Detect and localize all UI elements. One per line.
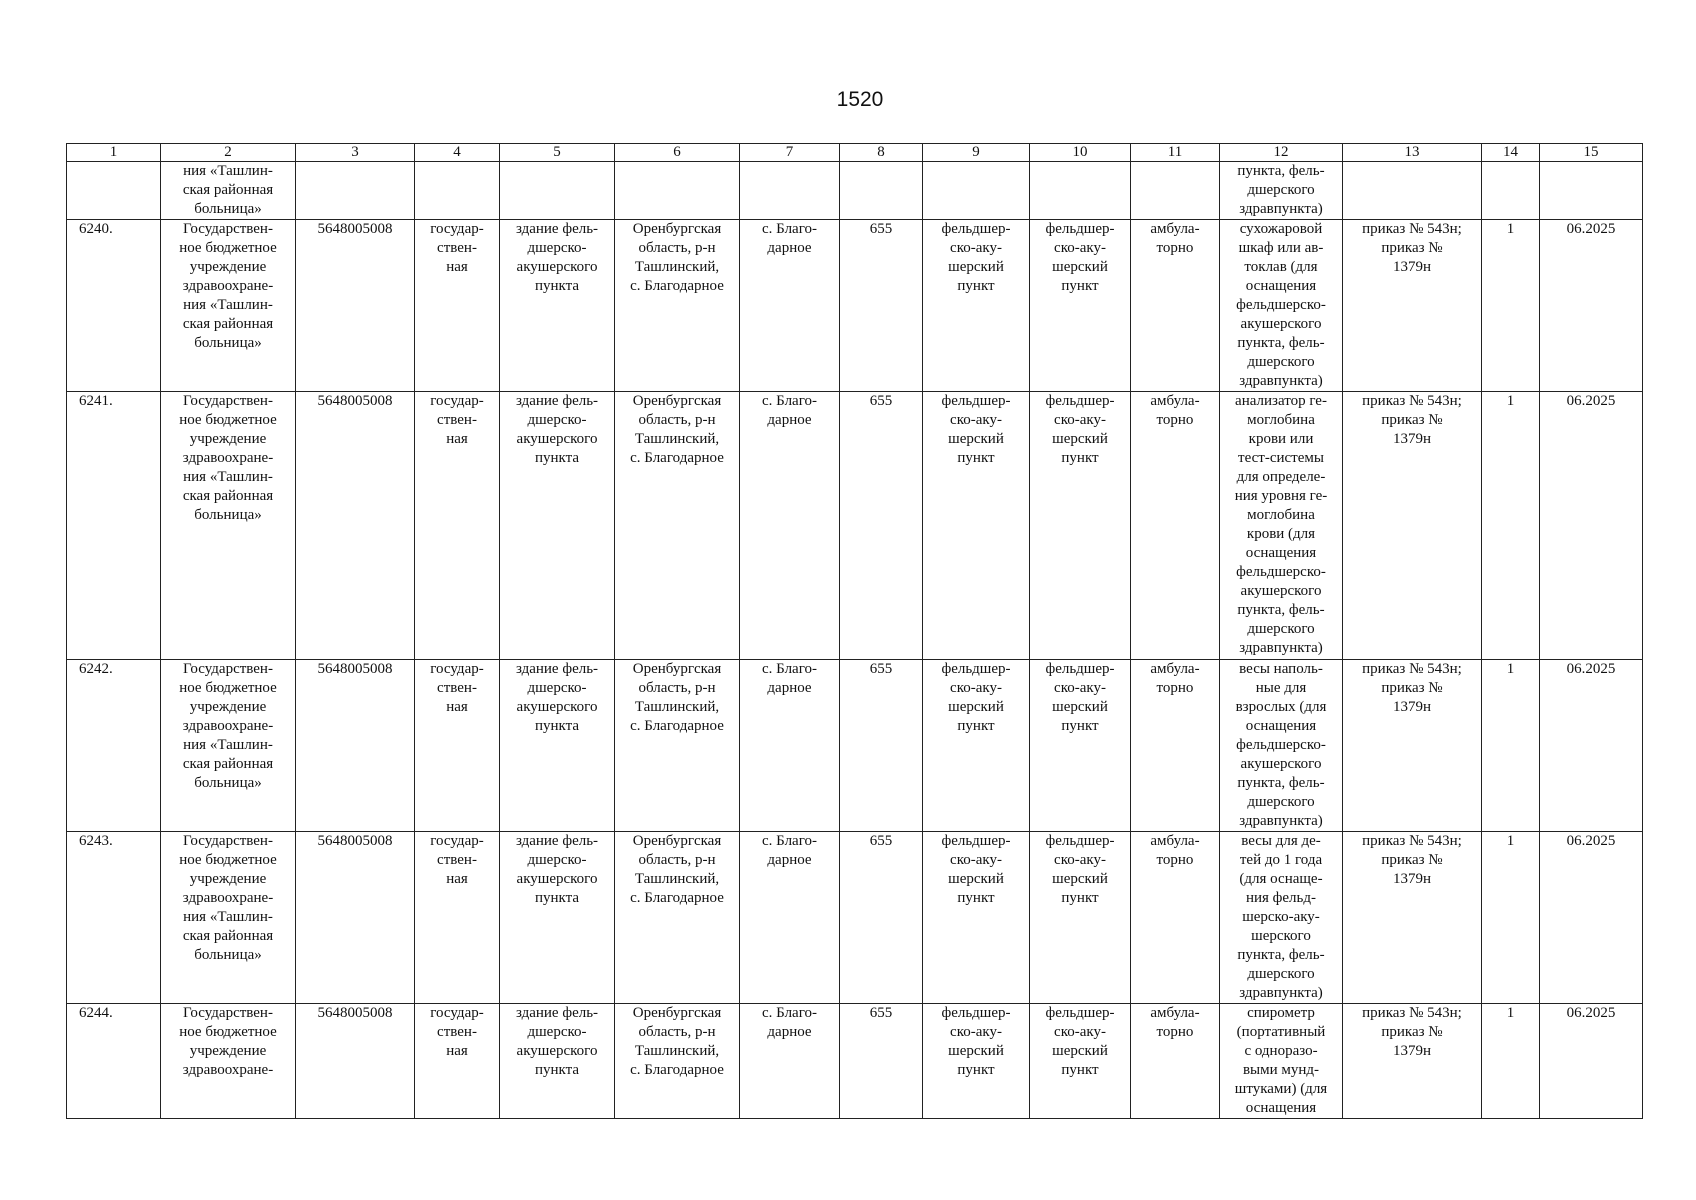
table-row	[67, 660, 1643, 832]
table-row	[67, 220, 1643, 392]
care-type-cell: амбула- торно	[1131, 660, 1220, 832]
table-row	[67, 832, 1643, 1004]
settlement-cell: с. Благо- дарное	[740, 220, 840, 392]
table-cell	[1131, 162, 1220, 220]
facility-type-cell: фельдшер- ско-аку- шерский пункт	[923, 660, 1030, 832]
table-cell	[740, 162, 840, 220]
care-type-cell: амбула- торно	[1131, 1004, 1220, 1119]
address-cell: Оренбургская область, р-н Ташлинский, с. Благодарное	[615, 392, 740, 660]
column-header: 6	[615, 144, 740, 162]
institution-cell: Государствен- ное бюджетное учреждение здравоохране- ния «Ташлин- ская районная больница»	[161, 832, 296, 1004]
equipment-cell: пункта, фель- дшерского здравпункта)	[1220, 162, 1343, 220]
code-cell: 655	[840, 392, 923, 660]
institution-cell: Государствен- ное бюджетное учреждение здравоохране- ния «Ташлин- ская районная больница»	[161, 660, 296, 832]
inn-cell: 5648005008	[296, 832, 415, 1004]
ownership-cell: государ- ствен- ная	[415, 392, 500, 660]
row-number-cell: 6243.	[67, 832, 161, 1004]
table-cell	[500, 162, 615, 220]
ownership-cell: государ- ствен- ная	[415, 660, 500, 832]
column-header: 1	[67, 144, 161, 162]
equipment-cell: сухожаровой шкаф или ав- токлав (для оснащения фельдшерско- акушерского пункта, фель- дшерского здравпункта)	[1220, 220, 1343, 392]
care-type-cell: амбула- торно	[1131, 220, 1220, 392]
basis-cell: приказ № 543н; приказ № 1379н	[1343, 660, 1482, 832]
facility-type-cell: фельдшер- ско-аку- шерский пункт	[1030, 1004, 1131, 1119]
institution-cell: Государствен- ное бюджетное учреждение здравоохране- ния «Ташлин- ская районная больница»	[161, 392, 296, 660]
row-number-cell: 6240.	[67, 220, 161, 392]
address-cell: Оренбургская область, р-н Ташлинский, с. Благодарное	[615, 660, 740, 832]
ownership-cell: государ- ствен- ная	[415, 832, 500, 1004]
table-cell	[923, 162, 1030, 220]
date-cell: 06.2025	[1540, 660, 1643, 832]
care-type-cell: амбула- торно	[1131, 832, 1220, 1004]
basis-cell: приказ № 543н; приказ № 1379н	[1343, 220, 1482, 392]
settlement-cell: с. Благо- дарное	[740, 392, 840, 660]
code-cell: 655	[840, 1004, 923, 1119]
column-header: 7	[740, 144, 840, 162]
quantity-cell: 1	[1482, 832, 1540, 1004]
table-row	[67, 1004, 1643, 1119]
settlement-cell: с. Благо- дарное	[740, 660, 840, 832]
row-number-cell: 6242.	[67, 660, 161, 832]
row-number-cell: 6241.	[67, 392, 161, 660]
facility-type-cell: фельдшер- ско-аку- шерский пункт	[1030, 660, 1131, 832]
object-cell: здание фель- дшерско- акушерского пункта	[500, 392, 615, 660]
column-header: 9	[923, 144, 1030, 162]
column-header: 10	[1030, 144, 1131, 162]
institution-cell: ния «Ташлин- ская районная больница»	[161, 162, 296, 220]
column-header: 2	[161, 144, 296, 162]
inn-cell: 5648005008	[296, 1004, 415, 1119]
continuation-row	[67, 162, 1643, 220]
column-header: 14	[1482, 144, 1540, 162]
address-cell: Оренбургская область, р-н Ташлинский, с. Благодарное	[615, 832, 740, 1004]
object-cell: здание фель- дшерско- акушерского пункта	[500, 220, 615, 392]
institution-cell: Государствен- ное бюджетное учреждение здравоохране- ния «Ташлин- ская районная больница»	[161, 220, 296, 392]
equipment-cell: весы для де- тей до 1 года (для оснаще- ния фельд- шерско-аку- шерского пункта, фель- дшерского здравпункта)	[1220, 832, 1343, 1004]
facility-type-cell: фельдшер- ско-аку- шерский пункт	[1030, 392, 1131, 660]
column-header: 3	[296, 144, 415, 162]
basis-cell: приказ № 543н; приказ № 1379н	[1343, 392, 1482, 660]
column-header: 5	[500, 144, 615, 162]
code-cell: 655	[840, 220, 923, 392]
column-header: 8	[840, 144, 923, 162]
facility-type-cell: фельдшер- ско-аку- шерский пункт	[923, 392, 1030, 660]
equipment-cell: спирометр (портативный с одноразо- выми мунд- штуками) (для оснащения	[1220, 1004, 1343, 1119]
object-cell: здание фель- дшерско- акушерского пункта	[500, 832, 615, 1004]
ownership-cell: государ- ствен- ная	[415, 1004, 500, 1119]
facility-type-cell: фельдшер- ско-аку- шерский пункт	[923, 1004, 1030, 1119]
inn-cell: 5648005008	[296, 660, 415, 832]
code-cell: 655	[840, 832, 923, 1004]
column-header: 11	[1131, 144, 1220, 162]
code-cell: 655	[840, 660, 923, 832]
table-row	[67, 392, 1643, 660]
column-header: 4	[415, 144, 500, 162]
column-header: 13	[1343, 144, 1482, 162]
quantity-cell: 1	[1482, 660, 1540, 832]
column-header: 15	[1540, 144, 1643, 162]
date-cell: 06.2025	[1540, 392, 1643, 660]
equipment-cell: анализатор ге- моглобина крови или тест-системы для определе- ния уровня ге- моглобина крови (для оснащения фельдшерско- акушерского пункта, фель- дшерского здравпункта)	[1220, 392, 1343, 660]
table-cell	[1343, 162, 1482, 220]
row-number-cell: 6244.	[67, 1004, 161, 1119]
header-row	[67, 144, 1643, 162]
equipment-cell: весы наполь- ные для взрослых (для оснащения фельдшерско- акушерского пункта, фель- дшерского здравпункта)	[1220, 660, 1343, 832]
object-cell: здание фель- дшерско- акушерского пункта	[500, 1004, 615, 1119]
settlement-cell: с. Благо- дарное	[740, 1004, 840, 1119]
table-cell	[1540, 162, 1643, 220]
address-cell: Оренбургская область, р-н Ташлинский, с. Благодарное	[615, 220, 740, 392]
facility-type-cell: фельдшер- ско-аку- шерский пункт	[1030, 832, 1131, 1004]
table-cell	[840, 162, 923, 220]
registry-table	[66, 143, 1643, 1119]
settlement-cell: с. Благо- дарное	[740, 832, 840, 1004]
facility-type-cell: фельдшер- ско-аку- шерский пункт	[923, 832, 1030, 1004]
basis-cell: приказ № 543н; приказ № 1379н	[1343, 1004, 1482, 1119]
page-number: 1520	[836, 88, 884, 111]
ownership-cell: государ- ствен- ная	[415, 220, 500, 392]
date-cell: 06.2025	[1540, 1004, 1643, 1119]
table-cell	[296, 162, 415, 220]
object-cell: здание фель- дшерско- акушерского пункта	[500, 660, 615, 832]
inn-cell: 5648005008	[296, 220, 415, 392]
quantity-cell: 1	[1482, 1004, 1540, 1119]
institution-cell: Государствен- ное бюджетное учреждение здравоохране-	[161, 1004, 296, 1119]
quantity-cell: 1	[1482, 220, 1540, 392]
quantity-cell: 1	[1482, 392, 1540, 660]
address-cell: Оренбургская область, р-н Ташлинский, с. Благодарное	[615, 1004, 740, 1119]
column-header: 12	[1220, 144, 1343, 162]
table-cell	[1030, 162, 1131, 220]
table-cell	[67, 162, 161, 220]
table-cell	[1482, 162, 1540, 220]
date-cell: 06.2025	[1540, 220, 1643, 392]
inn-cell: 5648005008	[296, 392, 415, 660]
date-cell: 06.2025	[1540, 832, 1643, 1004]
table-cell	[415, 162, 500, 220]
basis-cell: приказ № 543н; приказ № 1379н	[1343, 832, 1482, 1004]
table-cell	[615, 162, 740, 220]
facility-type-cell: фельдшер- ско-аку- шерский пункт	[1030, 220, 1131, 392]
facility-type-cell: фельдшер- ско-аку- шерский пункт	[923, 220, 1030, 392]
care-type-cell: амбула- торно	[1131, 392, 1220, 660]
